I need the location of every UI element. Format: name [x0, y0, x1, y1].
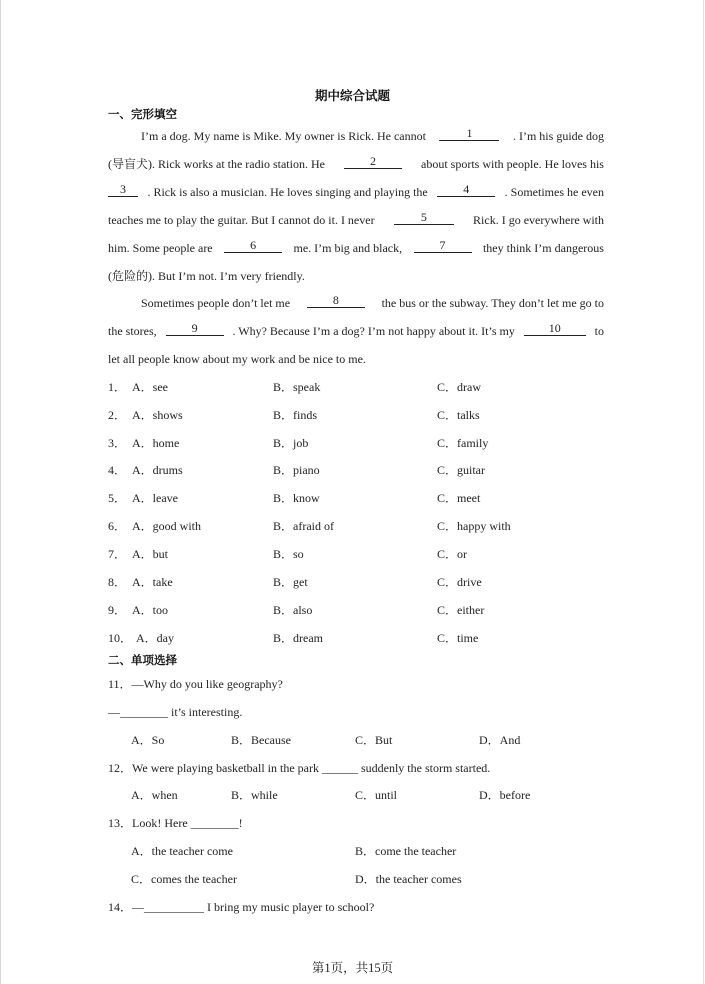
- choice-c[interactable]: C．or: [437, 547, 468, 561]
- question-number: 2．: [108, 408, 127, 422]
- blank-8: 8: [307, 293, 365, 308]
- passage-line: 3 . Rick is also a musician. He loves singing and playing the 4 . Sometimes he even: [108, 182, 604, 202]
- blank-3: 3: [108, 182, 138, 197]
- q11-choice-a[interactable]: A．So: [131, 733, 165, 747]
- choice-a[interactable]: A．good with: [132, 519, 202, 533]
- q11-choice-b[interactable]: B．Because: [231, 733, 291, 747]
- choice-c[interactable]: C．drive: [437, 575, 482, 589]
- page-title: 期中综合试题: [314, 88, 390, 103]
- choice-c[interactable]: C．either: [437, 603, 485, 617]
- question-number: 7．: [108, 547, 127, 561]
- choice-a[interactable]: A．but: [132, 547, 169, 561]
- question-number: 10．: [108, 631, 133, 645]
- choice-c[interactable]: C．happy with: [437, 519, 511, 533]
- blank-10: 10: [524, 321, 586, 336]
- q12-choice-a[interactable]: A．when: [131, 788, 178, 802]
- passage-line: (危险的). But I’m not. I’m very friendly.: [108, 269, 305, 283]
- choice-c[interactable]: C．family: [437, 436, 489, 450]
- question-11-stem: 11．—Why do you like geography?: [108, 677, 283, 691]
- question-number: 3．: [108, 436, 127, 450]
- choice-b[interactable]: B．get: [273, 575, 308, 589]
- choice-c[interactable]: C．talks: [437, 408, 480, 422]
- q11-choice-c[interactable]: C．But: [355, 733, 393, 747]
- choice-b[interactable]: B．speak: [273, 380, 321, 394]
- q12-choice-d[interactable]: D．before: [479, 788, 531, 802]
- choice-a[interactable]: A．take: [132, 575, 173, 589]
- choice-a[interactable]: A．home: [132, 436, 180, 450]
- blank-1: 1: [439, 126, 499, 141]
- q13-choice-b[interactable]: B．come the teacher: [355, 844, 457, 858]
- blank-5: 5: [394, 210, 454, 225]
- section2-heading: 二、单项选择: [108, 653, 177, 667]
- choice-b[interactable]: B．piano: [273, 463, 320, 477]
- choice-c[interactable]: C．meet: [437, 491, 481, 505]
- section1-heading: 一、完形填空: [108, 107, 177, 121]
- q13-choice-d[interactable]: D．the teacher comes: [355, 872, 462, 886]
- question-11-line2: —________ it’s interesting.: [108, 705, 243, 719]
- question-number: 6．: [108, 519, 127, 533]
- question-number: 9．: [108, 603, 127, 617]
- q13-choice-a[interactable]: A．the teacher come: [131, 844, 233, 858]
- question-number: 4．: [108, 463, 127, 477]
- choice-b[interactable]: B．so: [273, 547, 304, 561]
- choice-b[interactable]: B．job: [273, 436, 309, 450]
- blank-7: 7: [414, 238, 472, 253]
- choice-b[interactable]: B．know: [273, 491, 320, 505]
- choice-a[interactable]: A．drums: [132, 463, 183, 477]
- choice-a[interactable]: A．day: [136, 631, 174, 645]
- choice-a[interactable]: A．leave: [132, 491, 178, 505]
- page-edge-right: [703, 0, 704, 984]
- passage-line: let all people know about my work and be nice to me.: [108, 352, 366, 366]
- question-number: 5．: [108, 491, 127, 505]
- choice-c[interactable]: C．draw: [437, 380, 481, 394]
- question-13-stem: 13．Look! Here ________!: [108, 816, 243, 830]
- q12-choice-c[interactable]: C．until: [355, 788, 398, 802]
- blank-4: 4: [437, 182, 495, 197]
- question-number: 8．: [108, 575, 127, 589]
- blank-6: 6: [224, 238, 282, 253]
- choice-b[interactable]: B．dream: [273, 631, 323, 645]
- question-14-stem: 14．—__________ I bring my music player to school?: [108, 900, 375, 914]
- choice-b[interactable]: B．afraid of: [273, 519, 334, 533]
- passage-line: him. Some people are 6 me. I’m big and black, 7 they think I’m dangerous: [108, 238, 604, 255]
- choice-a[interactable]: A．shows: [132, 408, 183, 422]
- passage-line: teaches me to play the guitar. But I cannot do it. I never 5 Rick. I go everywhere with: [108, 210, 604, 227]
- blank-9: 9: [166, 321, 224, 336]
- choice-a[interactable]: A．see: [132, 380, 168, 394]
- choice-c[interactable]: C．guitar: [437, 463, 485, 477]
- passage-line: the stores, 9 . Why? Because I’m a dog? I’m not happy about it. It’s my 10 to: [108, 321, 604, 338]
- question-12-stem: 12．We were playing basketball in the park ______ suddenly the storm started.: [108, 761, 491, 775]
- page-footer: 第1页，共15页: [311, 961, 394, 975]
- q13-choice-c[interactable]: C．comes the teacher: [131, 872, 237, 886]
- question-number: 1．: [108, 380, 127, 394]
- blank-2: 2: [344, 154, 402, 169]
- page-edge-left: [0, 0, 1, 984]
- q11-choice-d[interactable]: D．And: [479, 733, 521, 747]
- passage-line: (导盲犬). Rick works at the radio station. He 2 about sports with people. He loves his: [108, 154, 604, 171]
- choice-c[interactable]: C．time: [437, 631, 479, 645]
- choice-b[interactable]: B．finds: [273, 408, 318, 422]
- passage-line: I’m a dog. My name is Mike. My owner is Rick. He cannot 1 . I’m his guide dog: [141, 126, 604, 143]
- choice-a[interactable]: A．too: [132, 603, 169, 617]
- q12-choice-b[interactable]: B．while: [231, 788, 278, 802]
- passage-line: Sometimes people don’t let me 8 the bus or the subway. They don’t let me go to: [141, 293, 604, 310]
- choice-b[interactable]: B．also: [273, 603, 313, 617]
